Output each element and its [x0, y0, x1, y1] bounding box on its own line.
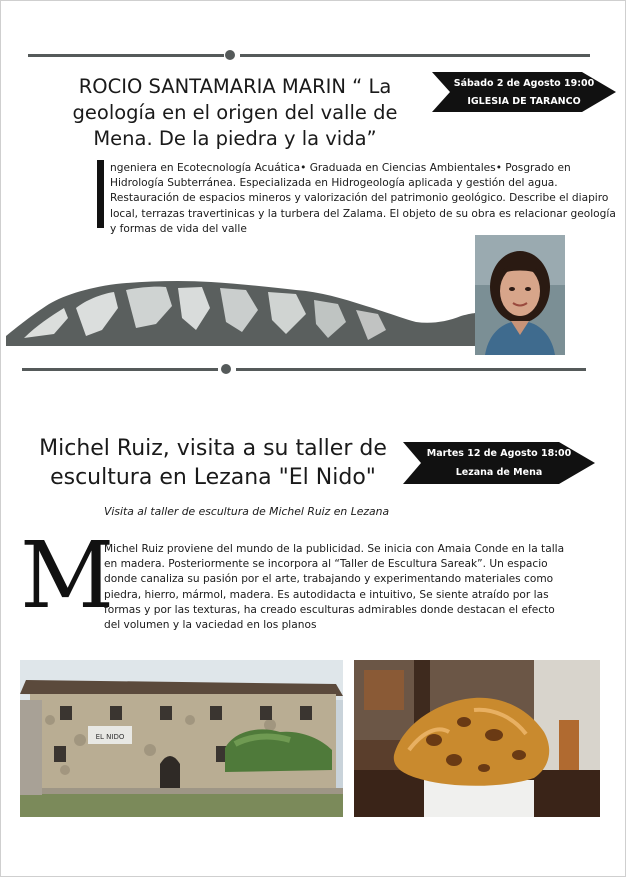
mountain-illustration [6, 278, 476, 346]
section2-badge-place: Lezana de Mena [455, 467, 543, 478]
section1-badge-place: IGLESIA DE TARANCO [467, 96, 581, 107]
section2-subtitle: Visita al taller de escultura de Michel Ruiz en Lezana [104, 505, 390, 518]
sculpture-photo [354, 660, 600, 817]
section2-badge-date: Martes 12 de Agosto 18:00 [426, 448, 572, 459]
paragraph-bar-marker [97, 160, 104, 228]
sculpture-illustration [354, 660, 600, 817]
section2-title: Michel Ruiz, visita a su taller de escultura en Lezana "El Nido" [39, 436, 387, 490]
middle-divider-right [236, 368, 586, 371]
section1-date-badge [432, 72, 616, 112]
drop-cap-letter: M [20, 522, 115, 629]
section1-badge-date: Sábado 2 de Agosto 19:00 [453, 78, 595, 89]
top-divider-left [28, 54, 224, 57]
portrait-illustration [475, 235, 565, 355]
top-divider-dot [225, 50, 235, 60]
section1-body: ngeniera en Ecotecnología Acuática• Graduada en Ciencias Ambientales• Posgrado en Hidrología Subterránea. Especializada en Hidrogeología aplicada y gestión del agua. Restauración de espacios mineros y valorización del patrimonio geológico. Describe el diapiro local, terrazas travertinicas y la turbera del Zalama. El objeto de su obra es relacionar geología y formas de vida del valle [110, 162, 616, 235]
house-photo [20, 660, 343, 817]
house-sign-text: EL NIDO [95, 733, 125, 741]
middle-divider-dot [221, 364, 231, 374]
section2-date-badge [403, 442, 595, 484]
section2-body: Michel Ruiz proviene del mundo de la publicidad. Se inicia con Amaia Conde en la talla en madera. Posteriormente se incorpora al “Taller de Escultura Sareak”. Un espacio donde canaliza su pasión por el arte, trabajando y experimentando materiales como piedra, hierro, mármol, madera. Es autodidacta e intuitivo, Se siente atraído por las formas y por las texturas, ha creado esculturas admirables donde destacan el efecto del volumen y la vaciedad en los planos [104, 543, 565, 632]
section1-title: ROCIO SANTAMARIA MARIN “ La geología en el origen del valle de Mena. De la piedra y la vida” [72, 75, 398, 150]
house-illustration [20, 660, 343, 817]
top-divider-right [240, 54, 590, 57]
middle-divider-left [22, 368, 218, 371]
portrait-photo [475, 235, 565, 355]
